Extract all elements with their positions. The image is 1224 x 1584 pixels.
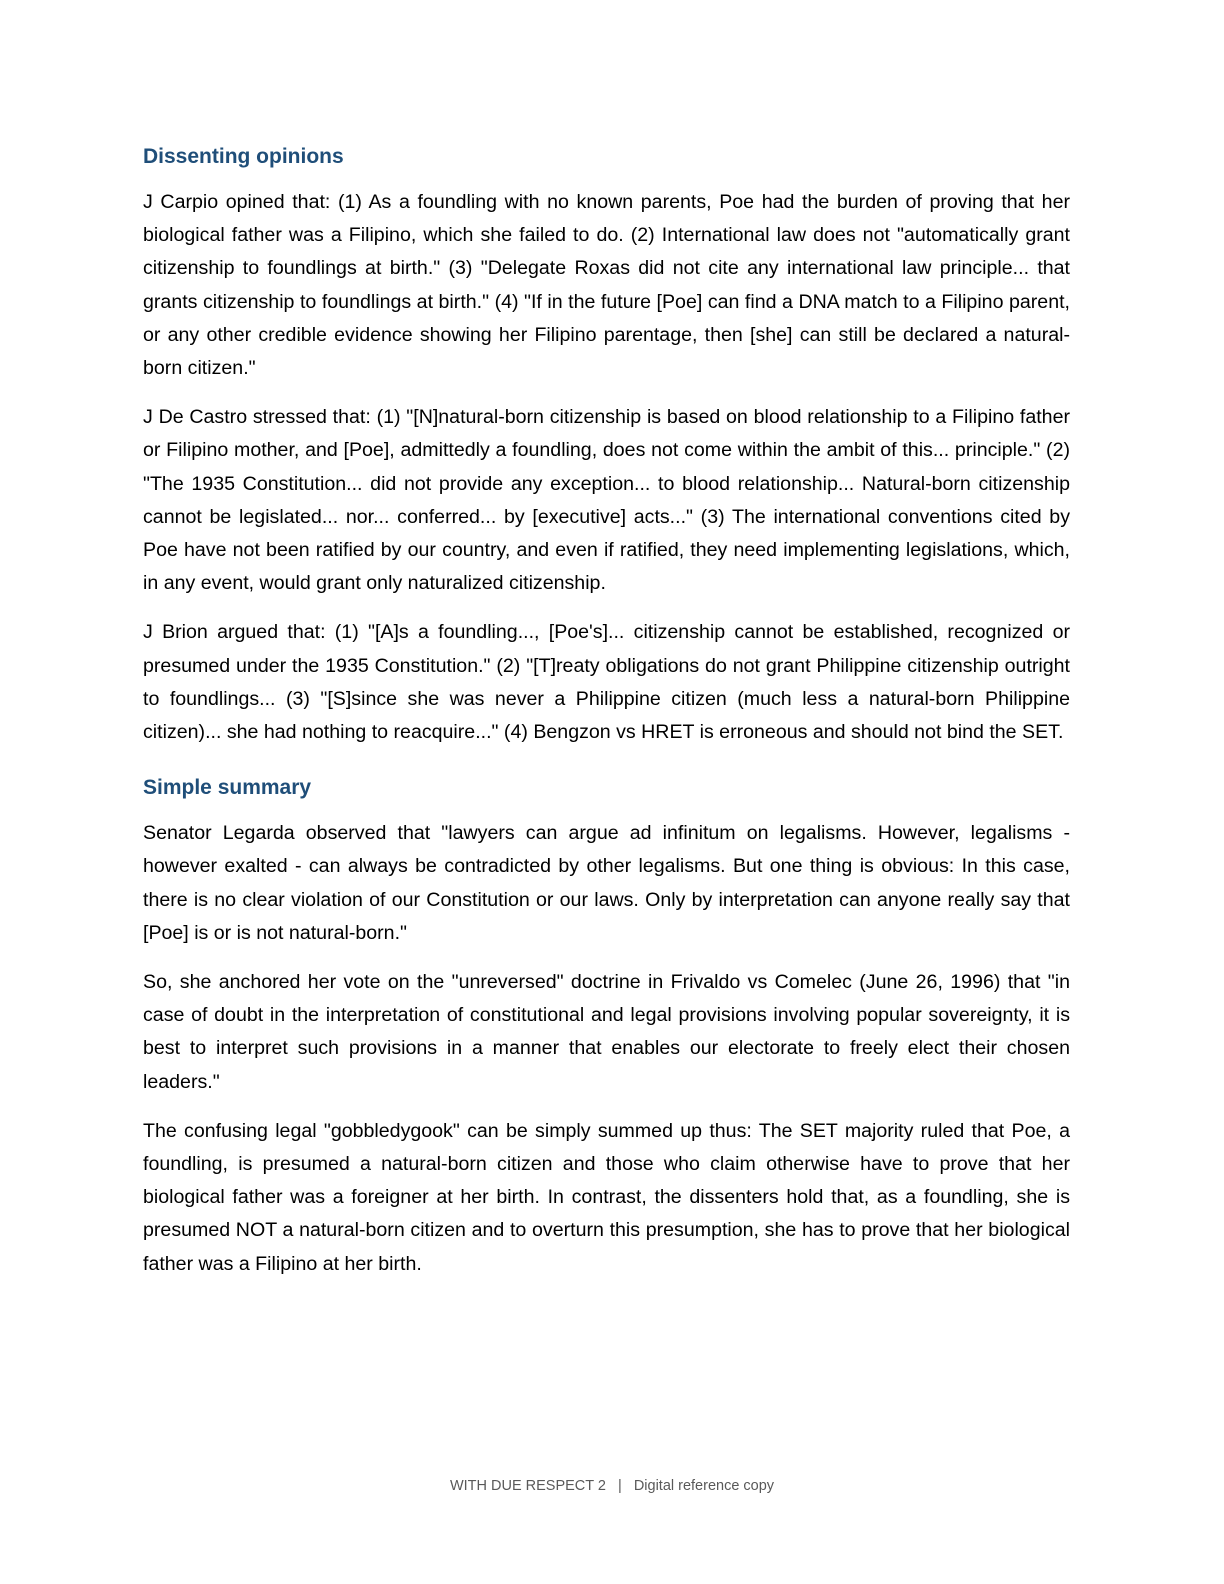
section-heading: Simple summary: [143, 776, 312, 800]
paragraph: J Carpio opined that: (1) As a foundling with no known parents, Poe had the burden of proving that her biological father was a Filipino, which she failed to do. (2) International law does not "automatically grant citizenship to foundlings at birth." (3) "Delegate Roxas did not cite any international law principle... that grants citizenship to foundlings at birth." (4) "If in the future [Poe] can find a DNA match to a Filipino parent, or any other credible evidence showing her Filipino parentage, then [she] can still be declared a natural-born citizen.": [143, 191, 1070, 380]
paragraph: The confusing legal "gobbledygook" can be simply summed up thus: The SET majority ruled that Poe, a foundling, is presumed a natural-born citizen and those who claim otherwise have to prove that her biological father was a foreigner at her birth. In contrast, the dissenters hold that, as a foundling, she is presumed NOT a natural-born citizen and to overturn this presumption, she has to prove that her biological father was a Filipino at her birth.: [143, 1119, 1070, 1275]
paragraph: Senator Legarda observed that "lawyers can argue ad infinitum on legalisms. However, legalisms - however exalted - can always be contradicted by other legalisms. But one thing is obvious: In this case, there is no clear violation of our Constitution or our laws. Only by interpretation can anyone really say that [Poe] is or is not natural-born.": [143, 822, 1070, 944]
section-simple-summary: [143, 771, 1070, 1281]
section-heading: Dissenting opinions: [143, 145, 344, 168]
page-footer: [0, 1478, 1224, 1494]
document-body: [143, 140, 1070, 1297]
footer-subtitle: Digital reference copy: [633, 1478, 775, 1494]
paragraph: So, she anchored her vote on the "unreversed" doctrine in Frivaldo vs Comelec (June 26, 1996) that "in case of doubt in the interpretation of constitutional and legal provisions involving popular sovereignty, it is best to interpret such provisions in a manner that enables our electorate to freely elect their chosen leaders.": [143, 971, 1070, 1093]
paragraph: J Brion argued that: (1) "[A]s a foundling..., [Poe's]... citizenship cannot be established, recognized or presumed under the 1935 Constitution." (2) "[T]reaty obligations do not grant Philippine citizenship outright to foundlings... (3) "[S]since she was never a Philippine citizen (much less a natural-born Philippine citizen)... she had nothing to reacquire..." (4) Bengzon vs HRET is erroneous and should not bind the SET.: [143, 621, 1070, 744]
footer-title: WITH DUE RESPECT 2: [449, 1478, 606, 1494]
paragraph: J De Castro stressed that: (1) "[N]natural-born citizenship is based on blood relationship to a Filipino father or Filipino mother, and [Poe], admittedly a foundling, does not come within the ambit of this... principle." (2) "The 1935 Constitution... did not provide any exception... to blood relationship... Natural-born citizenship cannot be legislated... nor... conferred... by [executive] acts..." (3) The international conventions cited by Poe have not been ratified by our country, and even if ratified, they need implementing legislations, which, in any event, would grant only naturalized citizenship.: [143, 406, 1070, 595]
footer-separator: |: [618, 1478, 622, 1494]
section-dissenting-opinions: [143, 140, 1070, 749]
